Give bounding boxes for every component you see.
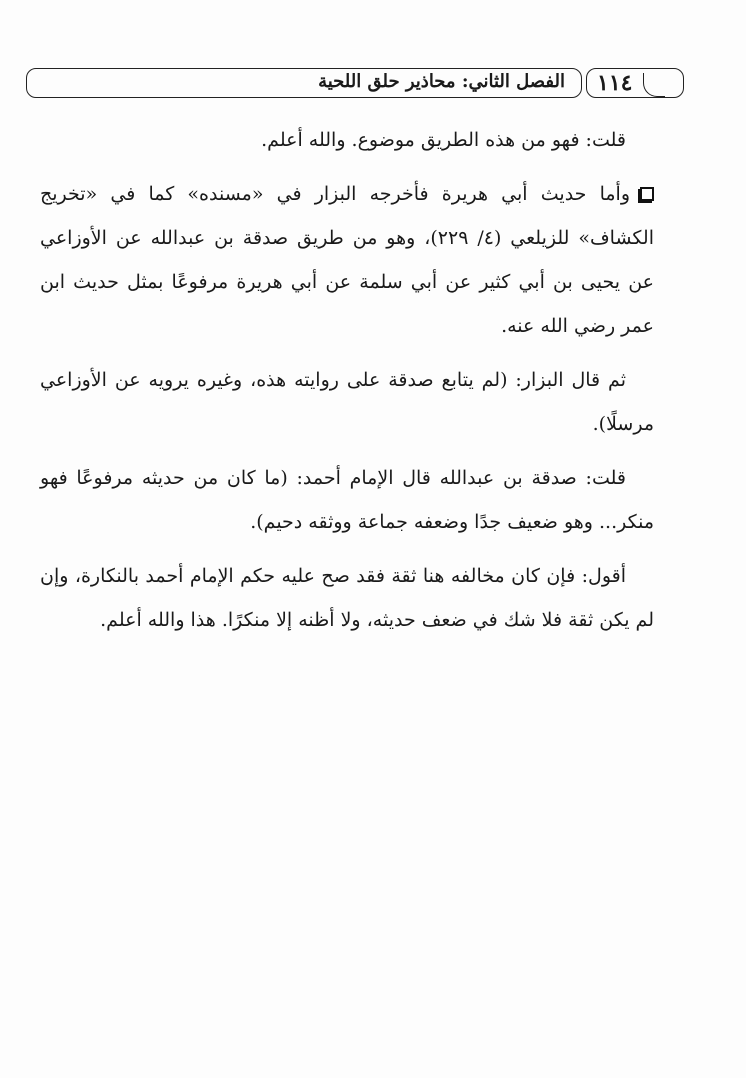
paragraph-2-text: وأما حديث أبي هريرة فأخرجه البزار في «مسنده» كما في «تخريج الكشاف» للزيلعي (٤/ ٢٢٩)، وهو من طريق صدقة بن عبدالله عن الأوزاعي عن يحيى بن أبي كثير عن أبي سلمة عن أبي هريرة مرفوعًا بمثل حديث ابن عمر رضي الله عنه. — [40, 183, 654, 337]
chapter-title: الفصل الثاني: محاذير حلق اللحية — [318, 71, 565, 92]
paragraph-4-text: قلت: صدقة بن عبدالله قال الإمام أحمد: (ما كان من حديثه مرفوعًا فهو منكر... وهو ضعيف جدًا وضعفه جماعة ووثقه دحيم). — [40, 467, 654, 533]
page-header — [26, 68, 684, 102]
paragraph-4 — [40, 456, 654, 544]
paragraph-2 — [40, 172, 654, 348]
square-bullet-icon — [640, 187, 654, 201]
paragraph-1 — [40, 118, 654, 162]
page-number-frame — [586, 68, 684, 98]
paragraph-3 — [40, 358, 654, 446]
page-number: ١١٤ — [597, 70, 633, 96]
page-corner-ornament — [643, 73, 665, 97]
paragraph-5-text: أقول: فإن كان مخالفه هنا ثقة فقد صح عليه حكم الإمام أحمد بالنكارة، وإن لم يكن ثقة فلا شك في ضعف حديثه، ولا أظنه إلا منكرًا. هذا والله أعلم. — [40, 565, 654, 631]
paragraph-3-text: ثم قال البزار: (لم يتابع صدقة على روايته هذه، وغيره يرويه عن الأوزاعي مرسلًا). — [40, 369, 654, 435]
paragraph-1-text: قلت: فهو من هذه الطريق موضوع. والله أعلم. — [261, 129, 626, 151]
page-body — [40, 118, 654, 642]
chapter-title-frame — [26, 68, 582, 98]
paragraph-5 — [40, 554, 654, 642]
